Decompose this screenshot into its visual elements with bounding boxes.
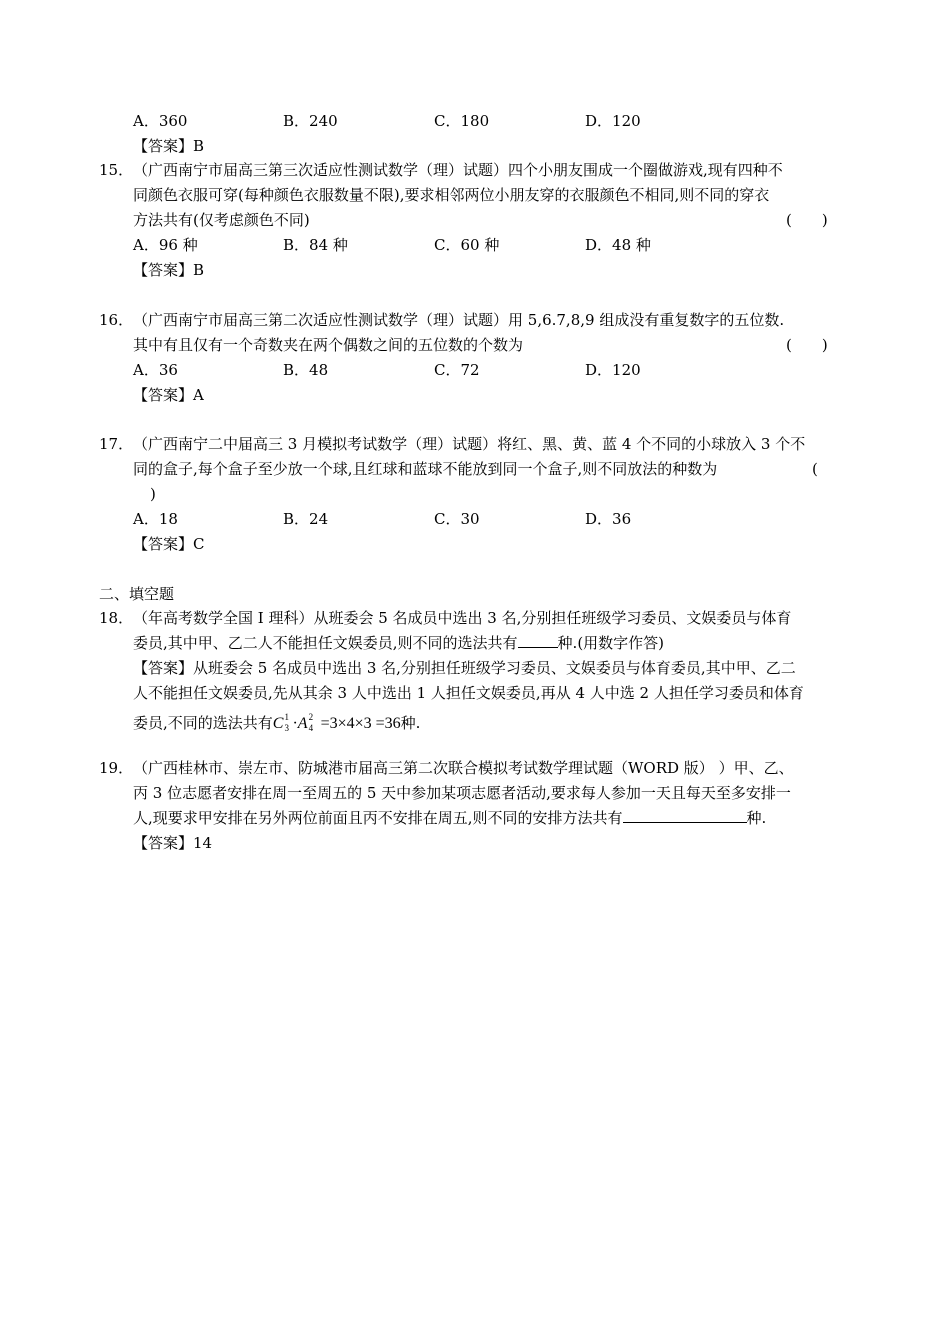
q19-stem-line3-pre: 人,现要求甲安排在另外两位前面且丙不安排在周五,则不同的安排方法共有 — [133, 809, 623, 827]
q14-option-d: D．120 — [585, 112, 641, 130]
section-title-fill-in: 二、填空题 — [99, 585, 175, 603]
q15-stem-line2: 同颜色衣服可穿(每种颜色衣服数量不限),要求相邻两位小朋友穿的衣服颜色不相同,则不同的穿衣 — [133, 186, 770, 204]
q15-option-b: B．84 种 — [283, 236, 348, 254]
q14-option-a: A．360 — [133, 112, 188, 130]
formula-c-indices — [283, 712, 292, 734]
q17-number: 17． — [99, 435, 134, 453]
q19-stem-line1: （广西桂林市、崇左市、防城港市届高三第二次联合模拟考试数学理试题（WORD 版） ）甲、乙、 — [133, 759, 794, 777]
formula-a-indices — [308, 712, 317, 734]
q17-option-c: C．30 — [434, 510, 480, 528]
q17-option-d: D．36 — [585, 510, 632, 528]
q19-stem-line2: 丙 3 位志愿者安排在周一至周五的 5 天中参加某项志愿者活动,要求每人参加一天且每天至多安排一 — [133, 784, 791, 802]
q15-option-a: A．96 种 — [133, 236, 198, 254]
q19-stem-line3 — [133, 808, 766, 828]
q18-stem-line2 — [133, 633, 664, 653]
formula-c: C — [272, 715, 284, 732]
q19-answer-blank[interactable] — [623, 808, 747, 823]
q16-stem-line2: 其中有且仅有一个奇数夹在两个偶数之间的五位数的个数为 — [133, 336, 524, 354]
q14-option-c: C．180 — [434, 112, 490, 130]
q17-paren-close: ) — [150, 485, 156, 503]
q18-stem-line2-post: 种.(用数字作答) — [557, 634, 665, 652]
formula-a-sup: 2 — [308, 712, 314, 723]
q15-number: 15． — [99, 161, 134, 179]
q19-stem-line3-post: 种. — [746, 809, 767, 827]
q19-answer: 【答案】14 — [133, 834, 213, 852]
q18-answer-line3-pre: 委员,不同的选法共有 — [133, 714, 273, 732]
q18-stem-line2-pre: 委员,其中甲、乙二人不能担任文娱委员,则不同的选法共有 — [133, 634, 518, 652]
q18-number: 18． — [99, 609, 134, 627]
q16-option-d: D．120 — [585, 361, 641, 379]
q18-answer-line3 — [133, 710, 420, 736]
q18-formula — [272, 712, 401, 734]
q15-stem-line1: （广西南宁市届高三第三次适应性测试数学（理）试题）四个小朋友围成一个圈做游戏,现有四种不 — [133, 161, 783, 179]
q17-option-b: B．24 — [283, 510, 329, 528]
q18-answer-line3-post: 种. — [400, 714, 421, 732]
q16-stem-line1: （广西南宁市届高三第二次适应性测试数学（理）试题）用 5,6.7,8,9 组成没有重复数字的五位数. — [133, 311, 785, 329]
q15-paren: ( ) — [786, 211, 828, 229]
q16-option-b: B．48 — [283, 361, 329, 379]
q17-paren-open: ( — [812, 460, 818, 478]
q15-answer: 【答案】B — [133, 261, 205, 279]
q14-answer: 【答案】B — [133, 137, 205, 155]
q18-answer-line1: 【答案】从班委会 5 名成员中选出 3 名,分别担任班级学习委员、文娱委员与体育委员,其中甲、乙二 — [133, 659, 796, 677]
formula-a-sub: 4 — [308, 723, 314, 734]
formula-dot: · — [292, 715, 298, 732]
formula-c-sub: 3 — [284, 723, 289, 734]
formula-rest: =3×4×3 =36 — [320, 715, 401, 732]
q19-number: 19． — [99, 759, 134, 777]
q17-answer: 【答案】C — [133, 535, 205, 553]
q16-option-c: C．72 — [434, 361, 480, 379]
q17-stem-line1: （广西南宁二中届高三 3 月模拟考试数学（理）试题）将红、黑、黄、蓝 4 个不同的小球放入 3 个不 — [133, 435, 806, 453]
q18-answer-blank[interactable] — [518, 633, 558, 648]
q15-stem-line3: 方法共有(仅考虑颜色不同) — [133, 211, 310, 229]
q18-stem-line1: （年高考数学全国 I 理科）从班委会 5 名成员中选出 3 名,分别担任班级学习委员、文娱委员与体育 — [133, 609, 792, 627]
q16-number: 16． — [99, 311, 134, 329]
q18-answer-line2: 人不能担任文娱委员,先从其余 3 人中选出 1 人担任文娱委员,再从 4 人中选 2 人担任学习委员和体育 — [133, 684, 804, 702]
q15-option-d: D．48 种 — [585, 236, 651, 254]
q15-option-c: C．60 种 — [434, 236, 500, 254]
q14-option-b: B．240 — [283, 112, 338, 130]
q17-option-a: A．18 — [133, 510, 178, 528]
q17-stem-line2: 同的盒子,每个盒子至少放一个球,且红球和蓝球不能放到同一个盒子,则不同放法的种数为 — [133, 460, 718, 478]
q16-option-a: A．36 — [133, 361, 178, 379]
formula-a: A — [297, 715, 308, 732]
formula-c-sup: 1 — [284, 712, 289, 723]
q16-answer: 【答案】A — [133, 386, 204, 404]
q16-paren: ( ) — [786, 336, 828, 354]
